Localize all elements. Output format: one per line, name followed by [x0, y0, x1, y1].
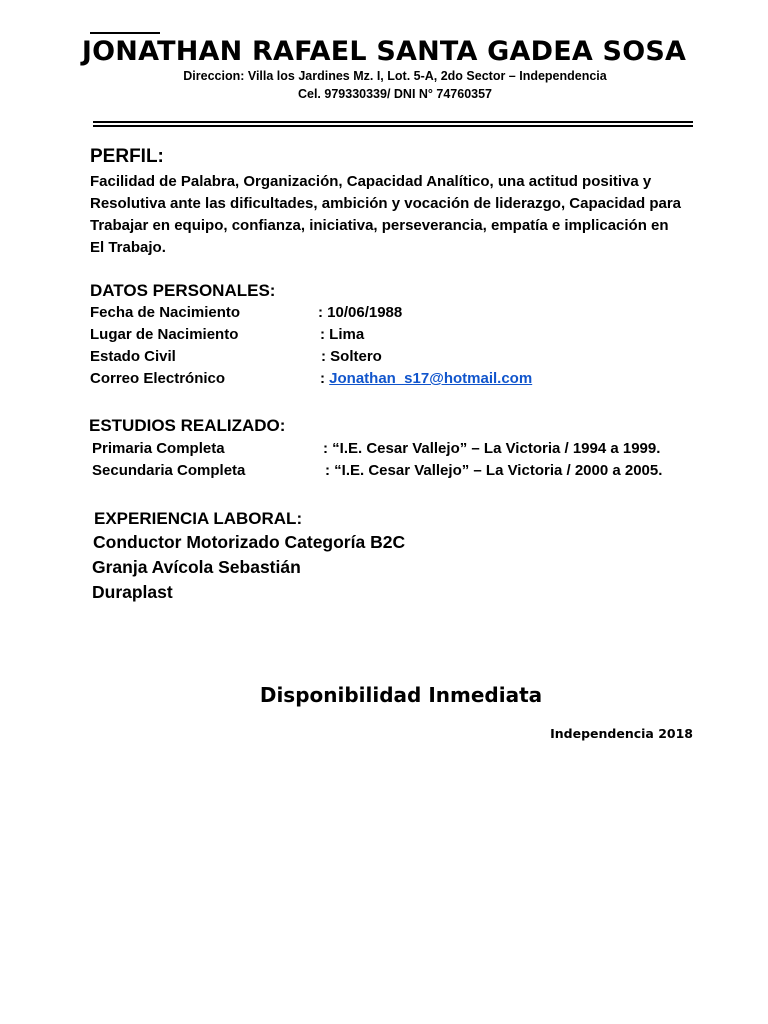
experiencia-item: Conductor Motorizado Categoría B2C [93, 532, 406, 552]
experiencia-item: Granja Avícola Sebastián [92, 557, 301, 577]
birth-date-value: : 10/06/1988 [318, 304, 403, 321]
civil-status-value: : Soltero [321, 348, 382, 365]
perfil-heading: PERFIL: [90, 146, 164, 167]
experiencia-item: Duraplast [92, 582, 173, 602]
primaria-label: Primaria Completa [92, 440, 225, 457]
email-row [320, 370, 532, 387]
estudios-heading: ESTUDIOS REALIZADO: [89, 416, 286, 435]
header-divider-bottom [93, 125, 693, 127]
perfil-line: Trabajar en equipo, confianza, iniciativa, perseverancia, empatía e implicación en [90, 217, 669, 234]
phone-dni-line: Cel. 979330339/ DNI N° 74760357 [297, 87, 493, 101]
email-prefix: : [320, 370, 330, 387]
email-label: Correo Electrónico [90, 370, 226, 387]
email-link[interactable]: Jonathan_s17@hotmail.com [329, 370, 533, 387]
secundaria-label: Secundaria Completa [92, 462, 246, 479]
availability-statement: Disponibilidad Inmediata [259, 683, 543, 707]
birth-date-label: Fecha de Nacimiento [90, 304, 241, 321]
primaria-value: : “I.E. Cesar Vallejo” – La Victoria / 1994 a 1999. [323, 440, 661, 457]
perfil-line: Resolutiva ante las dificultades, ambición y vocación de liderazgo, Capacidad para [90, 195, 682, 212]
top-decorative-rule [90, 32, 160, 34]
perfil-line: El Trabajo. [90, 239, 166, 256]
header-divider-top [93, 121, 693, 123]
datos-personales-heading: DATOS PERSONALES: [90, 281, 276, 300]
birth-place-label: Lugar de Nacimiento [90, 326, 239, 343]
place-year: Independencia 2018 [550, 726, 693, 741]
secundaria-value: : “I.E. Cesar Vallejo” – La Victoria / 2000 a 2005. [325, 462, 663, 479]
address-line: Direccion: Villa los Jardines Mz. I, Lot. 5-A, 2do Sector – Independencia [183, 69, 607, 83]
birth-place-value: : Lima [320, 326, 365, 343]
civil-status-label: Estado Civil [90, 348, 176, 365]
experiencia-heading: EXPERIENCIA LABORAL: [94, 509, 303, 528]
perfil-line: Facilidad de Palabra, Organización, Capacidad Analítico, una actitud positiva y [90, 173, 652, 190]
candidate-name: JONATHAN RAFAEL SANTA GADEA SOSA [81, 36, 687, 67]
